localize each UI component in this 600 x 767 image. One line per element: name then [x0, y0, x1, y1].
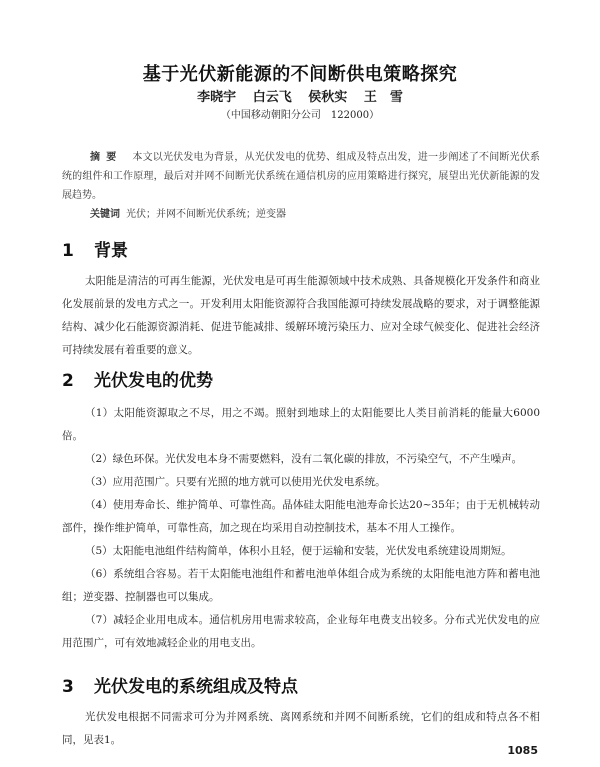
list-item: （7）减轻企业用电成本。通信机房用电需求较高，企业每年电费支出较多。分布式光伏发电的应用范围广，可有效地减轻企业的用电支出。	[62, 614, 540, 649]
keywords-label: 关键词	[90, 209, 120, 220]
section-title: 光伏发电的优势	[94, 371, 213, 391]
section-number: 2	[62, 371, 74, 391]
body-paragraph: 光伏发电根据不同需求可分为并网系统、离网系统和并网不间断系统，它们的组成和特点各不相同，见表1。	[62, 711, 540, 746]
paper-title: 基于光伏新能源的不间断供电策略探究	[142, 64, 458, 85]
author: 白云飞	[252, 90, 292, 105]
section-heading	[62, 236, 128, 261]
author: 王 雪	[363, 90, 403, 105]
section-title: 背景	[94, 241, 128, 261]
abstract-text: 本文以光伏发电为背景，从光伏发电的优势、组成及特点出发，进一步阐述了不间断光伏系统的组件和工作原理，最后对并网不间断光伏系统在通信机房的应用策略进行探究，展望出光伏新能源的发展趋势。	[62, 152, 540, 201]
keywords-text: 光伏；并网不间断光伏系统；逆变器	[126, 209, 286, 220]
advantage-list	[62, 402, 540, 655]
list-item: （2）绿色环保。光伏发电本身不需要燃料，没有二氧化碳的排放，不污染空气，不产生噪声。	[85, 453, 523, 465]
list-item: （4）使用寿命长、维护简单、可靠性高。晶体硅太阳能电池寿命长达20~35年；由于无机械转动部件，操作维护简单，可靠性高，加之现在均采用自动控制技术，基本不用人工操作。	[62, 499, 540, 534]
author: 李晓宇	[197, 90, 237, 105]
author-list	[0, 86, 600, 105]
abstract-label: 摘要	[90, 152, 123, 163]
affiliation: （中国移动朝阳分公司 122000）	[220, 110, 380, 121]
list-item: （6）系统组合容易。若干太阳能电池组件和蓄电池单体组合成为系统的太阳能电池方阵和蓄电池组；逆变器、控制器也可以集成。	[62, 568, 540, 603]
list-item: （1）太阳能资源取之不尽，用之不竭。照射到地球上的太阳能要比人类目前消耗的能量大6000倍。	[62, 407, 540, 442]
keywords	[90, 205, 540, 220]
author: 侯秋实	[308, 90, 348, 105]
list-item: （5）太阳能电池组件结构简单，体积小且轻，便于运输和安装，光伏发电系统建设周期短。	[85, 545, 512, 557]
section-number: 3	[62, 677, 74, 697]
abstract	[62, 148, 540, 205]
body-paragraph: 太阳能是清洁的可再生能源，光伏发电是可再生能源领域中技术成熟、具备规模化开发条件和商业化发展前景的发电方式之一。开发利用太阳能资源符合我国能源可持续发展战略的要求，对于调整能源结构、减少化石能源资源消耗、促进节能减排、缓解环境污染压力、应对全球气候变化、促进社会经济可持续发展有着重要的意义。	[62, 275, 540, 356]
section-title: 光伏发电的系统组成及特点	[94, 677, 298, 697]
section-number: 1	[62, 241, 74, 261]
list-item: （3）应用范围广。只要有光照的地方就可以使用光伏发电系统。	[85, 476, 386, 488]
section-heading	[62, 672, 298, 697]
section-heading	[62, 366, 213, 391]
page-number: 1085	[507, 744, 538, 757]
